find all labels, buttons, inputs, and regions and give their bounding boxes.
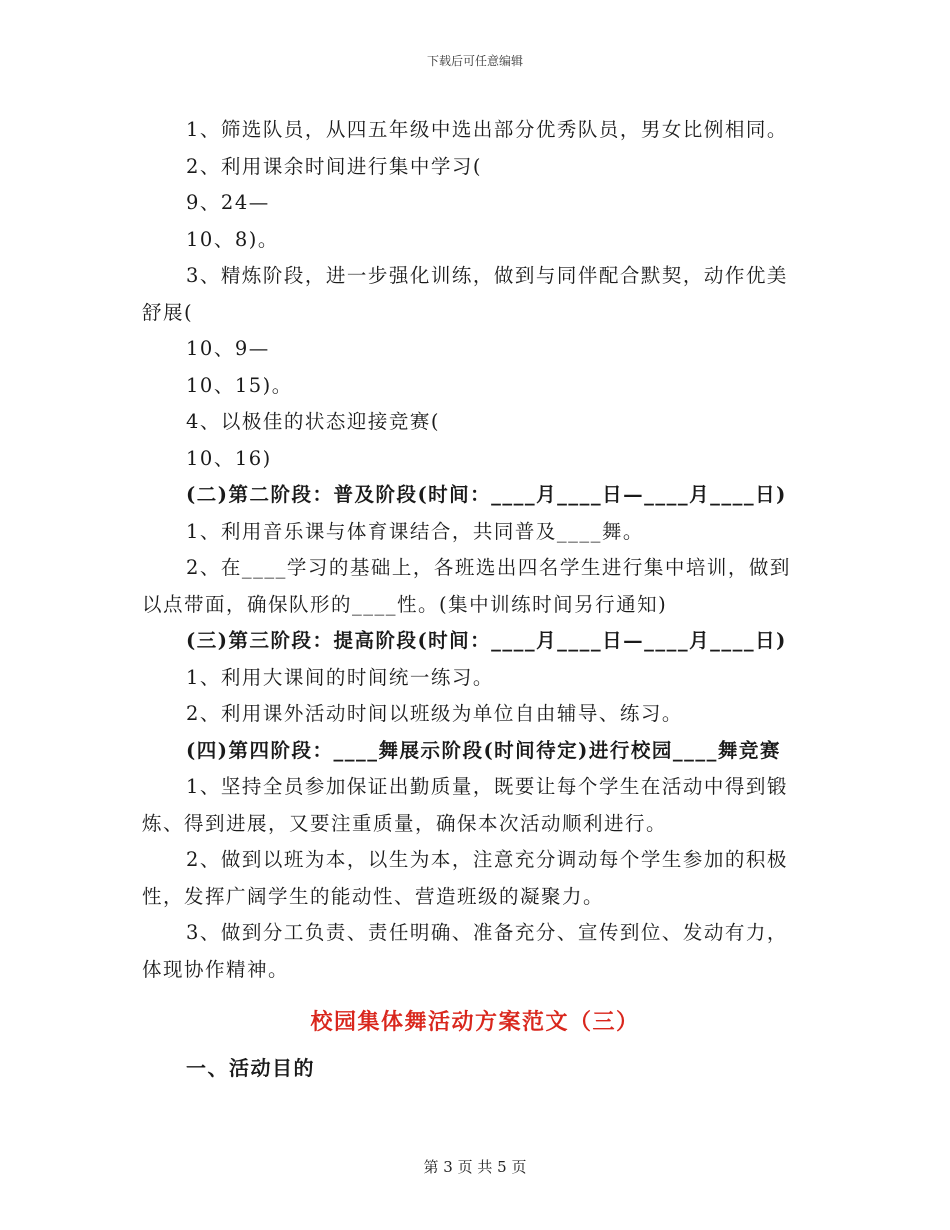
paragraph: 性，发挥广阔学生的能动性、营造班级的凝聚力。 [142, 884, 605, 908]
paragraph: 2、做到以班为本，以生为本，注意充分调动每个学生参加的积极 [186, 848, 788, 871]
paragraph: 4、以极佳的状态迎接竞赛( [186, 410, 441, 433]
stage-heading: (二)第二阶段：普及阶段(时间：____月____日—____月____日) [186, 483, 787, 506]
paragraph: 10、16) [186, 446, 272, 470]
section-title: 校园集体舞活动方案范文（三） [310, 1009, 640, 1035]
paragraph: 10、15)。 [186, 373, 293, 397]
paragraph: 1、利用音乐课与体育课结合，共同普及____舞。 [186, 519, 644, 543]
paragraph: 舒展( [142, 300, 194, 324]
paragraph: 9、24— [186, 191, 270, 214]
page-number-footer: 第 3 页 共 5 页 [423, 1158, 527, 1176]
document-body [142, 112, 808, 1088]
stage-heading: (三)第三阶段：提高阶段(时间：____月____日—____月____日) [186, 629, 787, 652]
paragraph: 1、坚持全员参加保证出勤质量，既要让每个学生在活动中得到锻 [186, 775, 788, 798]
paragraph: 2、利用课余时间进行集中学习( [186, 154, 483, 178]
paragraph: 3、精炼阶段，进一步强化训练，做到与同伴配合默契，动作优美 [186, 264, 788, 287]
paragraph: 10、8)。 [186, 227, 279, 251]
paragraph: 体现协作精神。 [142, 957, 290, 981]
paragraph: 2、利用课外活动时间以班级为单位自由辅导、练习。 [186, 702, 683, 725]
paragraph: 炼、得到进展，又要注重质量，确保本次活动顺利进行。 [142, 811, 668, 835]
paragraph: 1、筛选队员，从四五年级中选出部分优秀队员，男女比例相同。 [186, 118, 788, 141]
section-heading: 一、活动目的 [186, 1056, 315, 1080]
stage-heading: (四)第四阶段：____舞展示阶段(时间待定)进行校园____舞竞赛 [186, 738, 781, 762]
paragraph: 2、在____学习的基础上，各班选出四名学生进行集中培训，做到 [186, 556, 791, 579]
paragraph: 10、9— [186, 337, 270, 360]
page-header-note: 下载后可任意编辑 [426, 54, 523, 68]
paragraph: 以点带面，确保队形的____性。(集中训练时间另行通知) [142, 592, 668, 616]
paragraph: 3、做到分工负责、责任明确、准备充分、宣传到位、发动有力， [186, 921, 788, 944]
paragraph: 1、利用大课间的时间统一练习。 [186, 665, 494, 689]
